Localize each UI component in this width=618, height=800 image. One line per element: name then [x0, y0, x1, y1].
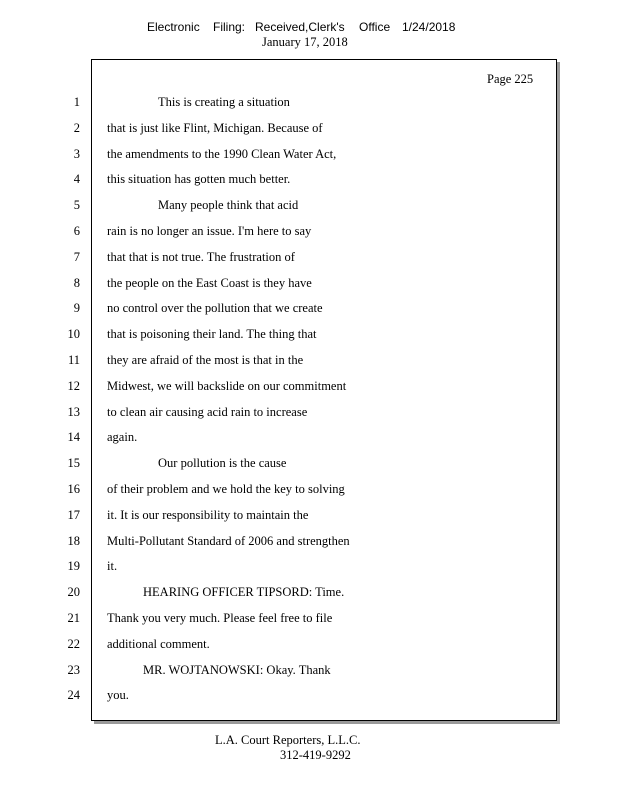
line-number: 6: [73, 224, 80, 238]
transcript-line: Midwest, we will backslide on our commitment: [107, 378, 347, 393]
filing-word-2: Filing:: [213, 20, 246, 34]
line-number: 18: [67, 533, 80, 548]
line-number: 10: [67, 327, 80, 342]
transcript-line: Our pollution is the cause: [158, 456, 287, 471]
line-number: 21: [67, 611, 80, 625]
transcript-line: again.: [107, 430, 138, 445]
transcript-line: this situation has gotten much better.: [107, 172, 291, 187]
transcript-line: This is creating a situation: [158, 95, 290, 109]
transcript-line: of their problem and we hold the key to solving: [107, 482, 345, 496]
filing-word-4: Office: [359, 20, 391, 34]
line-number: 19: [67, 559, 80, 574]
line-number: 4: [73, 172, 80, 187]
transcript-line: to clean air causing acid rain to increase: [107, 404, 308, 419]
transcript-line: MR. WOJTANOWSKI: Okay. Thank: [143, 662, 331, 677]
transcript-line: you.: [107, 688, 129, 703]
reporter-phone: 312-419-9292: [280, 748, 351, 762]
transcript-date: January 17, 2018: [262, 35, 348, 49]
filing-word-5: 1/24/2018: [402, 20, 456, 34]
transcript-line: they are afraid of the most is that in the: [107, 353, 304, 367]
transcript-line: it. It is our responsibility to maintain the: [107, 507, 309, 522]
transcript-line: that is just like Flint, Michigan. Because of: [107, 120, 323, 135]
line-number: 15: [67, 456, 80, 471]
transcript-line: Many people think that acid: [158, 198, 299, 213]
transcript-line: HEARING OFFICER TIPSORD: Time.: [143, 585, 345, 600]
line-number: 24: [67, 688, 80, 703]
reporter-company: L.A. Court Reporters, L.L.C.: [215, 733, 361, 747]
line-number: 1: [73, 95, 80, 109]
line-number: 3: [73, 146, 80, 161]
line-number: 8: [73, 275, 80, 290]
filing-word-1: Electronic: [147, 20, 200, 34]
transcript-line: Multi-Pollutant Standard of 2006 and strengthen: [107, 533, 350, 548]
line-number: 5: [73, 198, 80, 213]
line-number: 22: [67, 636, 80, 651]
transcript-line: the amendments to the 1990 Clean Water Act,: [107, 146, 337, 161]
line-number: 20: [67, 585, 80, 600]
transcript-line: that is poisoning their land. The thing that: [107, 327, 317, 342]
transcript-line: no control over the pollution that we create: [107, 301, 323, 316]
line-number: 13: [67, 404, 80, 419]
transcript-line: Thank you very much. Please feel free to file: [107, 611, 333, 625]
line-number: 9: [73, 301, 80, 316]
transcript-line: the people on the East Coast is they have: [107, 275, 312, 290]
line-number: 11: [67, 353, 80, 367]
line-number: 7: [73, 249, 80, 264]
transcript-line: rain is no longer an issue. I'm here to say: [107, 224, 312, 238]
line-number: 23: [67, 662, 80, 677]
transcript-line: it.: [107, 559, 118, 574]
line-number: 2: [73, 120, 80, 135]
line-number: 16: [67, 482, 80, 496]
transcript-line: additional comment.: [107, 636, 210, 651]
line-number: 17: [67, 507, 80, 522]
line-number: 14: [67, 430, 80, 445]
filing-word-3: Received,Clerk's: [255, 20, 345, 34]
page-number: Page 225: [487, 72, 534, 86]
line-number: 12: [67, 378, 80, 393]
transcript-line: that that is not true. The frustration of: [107, 249, 295, 264]
